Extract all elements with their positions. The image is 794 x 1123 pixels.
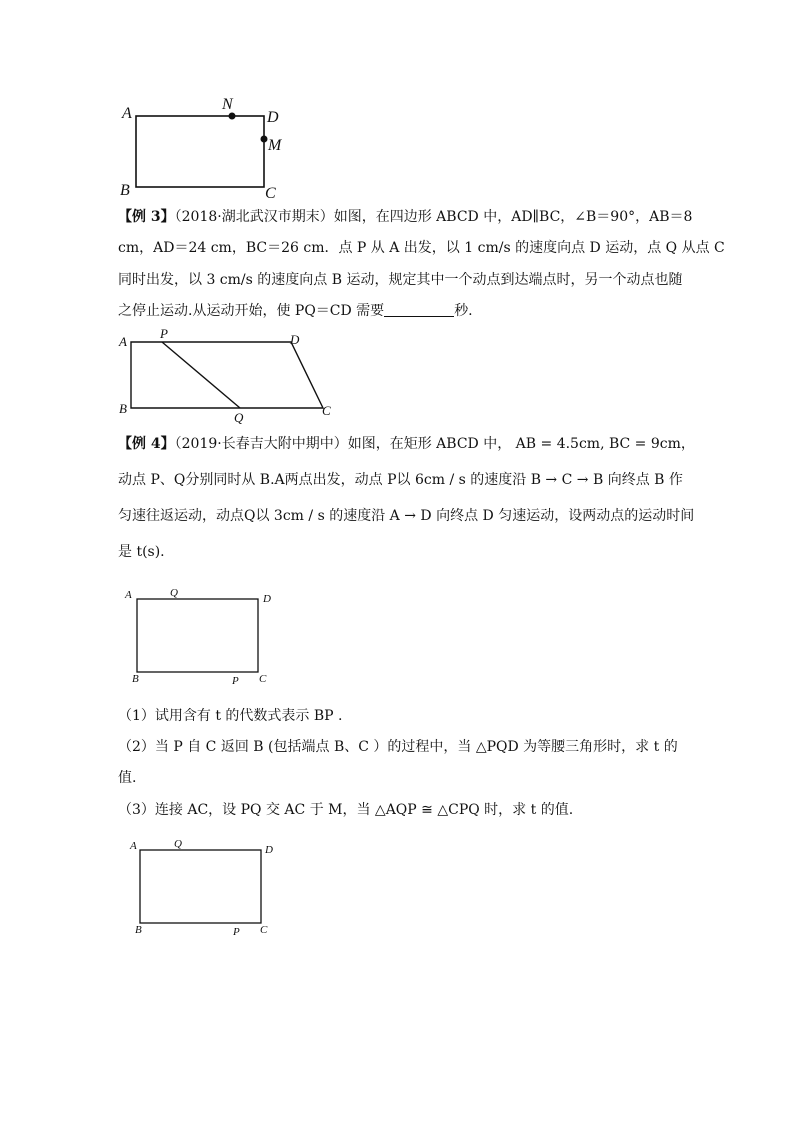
ex3-text-1: 如图，在四边形 ABCD 中，AD∥BC，∠B＝90°，AB＝8 [333, 209, 693, 225]
label-b: B [120, 182, 130, 199]
question-2-line-2 [118, 768, 678, 788]
label-a: A [119, 334, 127, 349]
ex4-line-1 [118, 434, 695, 454]
label-d: D [265, 844, 273, 856]
label-c: C [260, 924, 268, 936]
figure-4-rectangle [123, 832, 293, 942]
label-a: A [130, 840, 137, 852]
q1-text: （1）试用含有 t 的代数式表示 BP . [118, 708, 343, 724]
q2-text-2: 值. [118, 770, 137, 786]
ex4-text-2: 动点 P、Q分别同时从 B.A两点出发，动点 P以 6cm / s 的速度沿 B → C → B 向终点 B 作 [118, 472, 683, 488]
label-d: D [267, 109, 279, 126]
ex4-line-4 [118, 542, 678, 562]
label-n: N [222, 96, 233, 113]
figure-3-rectangle [120, 582, 290, 692]
label-p: P [233, 926, 240, 938]
rect-abcd [137, 599, 258, 672]
ex4-line-3 [118, 506, 695, 526]
label-q: Q [234, 410, 244, 425]
ex4-source: （2019·长春吉大附中期中） [174, 436, 348, 452]
ex4-text-4: 是 t(s). [118, 544, 165, 560]
ex3-tag: 【例 3】 [118, 209, 175, 225]
ex3-line-2 [118, 238, 725, 258]
label-p: P [232, 675, 239, 687]
question-2-line-1 [118, 737, 678, 757]
q3-text: （3）连接 AC，设 PQ 交 AC 于 M，当 △AQP ≅ △CPQ 时，求 t 的值. [118, 802, 574, 818]
label-c: C [259, 673, 267, 685]
ex3-line-4 [118, 301, 678, 321]
label-a: A [122, 105, 132, 122]
label-q: Q [170, 587, 178, 599]
label-d: D [290, 332, 300, 347]
ex4-text-1: 如图，在矩形 ABCD 中， AB = 4.5cm, BC = 9cm， [347, 436, 695, 452]
label-b: B [132, 673, 139, 685]
ex3-text-4b: 秒. [454, 303, 473, 319]
rect-abcd [140, 850, 261, 923]
label-q: Q [174, 838, 182, 850]
ex4-tag: 【例 4】 [118, 436, 175, 452]
label-m: M [268, 137, 282, 154]
label-a: A [125, 589, 132, 601]
label-c: C [265, 185, 276, 202]
label-c: C [322, 403, 331, 418]
question-1 [118, 706, 678, 726]
ex3-text-3: 同时出发，以 3 cm/s 的速度向点 B 运动，规定其中一个动点到达端点时，另一个动点也随 [118, 272, 683, 288]
figure-2-svg [112, 326, 342, 426]
figure-1-rectangle [110, 92, 310, 202]
rect-abcd [136, 116, 264, 187]
ex4-text-3: 匀速往返运动，动点Q以 3cm / s 的速度沿 A → D 向终点 D 匀速运动，设两动点的运动时间 [118, 508, 695, 524]
ex3-source: （2018·湖北武汉市期末） [174, 209, 334, 225]
figure-3-svg [120, 582, 290, 692]
figure-2-trapezoid [112, 326, 342, 426]
point-n [229, 113, 236, 120]
answer-blank[interactable] [384, 302, 454, 317]
ex4-line-2 [118, 470, 683, 490]
trapezoid-abcd [131, 342, 323, 408]
ex3-text-2: cm，AD＝24 cm，BC＝26 cm．点 P 从 A 出发，以 1 cm/s 的速度向点 D 运动，点 Q 从点 C [118, 240, 725, 256]
q2-text-1: （2）当 P 自 C 返回 B (包括端点 B、C ）的过程中，当 △PQD 为等腰三角形时，求 t 的 [118, 739, 678, 755]
ex3-line-1 [118, 207, 693, 227]
point-m [261, 136, 268, 143]
figure-4-svg [123, 832, 293, 942]
question-3 [118, 800, 678, 820]
label-b: B [135, 924, 142, 936]
figure-1-svg [110, 92, 310, 202]
ex3-text-4a: 之停止运动.从运动开始，使 PQ＝CD 需要 [118, 303, 385, 319]
ex3-line-3 [118, 270, 683, 290]
segment-pq [162, 342, 240, 408]
label-p: P [160, 326, 168, 341]
label-b: B [119, 401, 127, 416]
label-d: D [263, 593, 271, 605]
